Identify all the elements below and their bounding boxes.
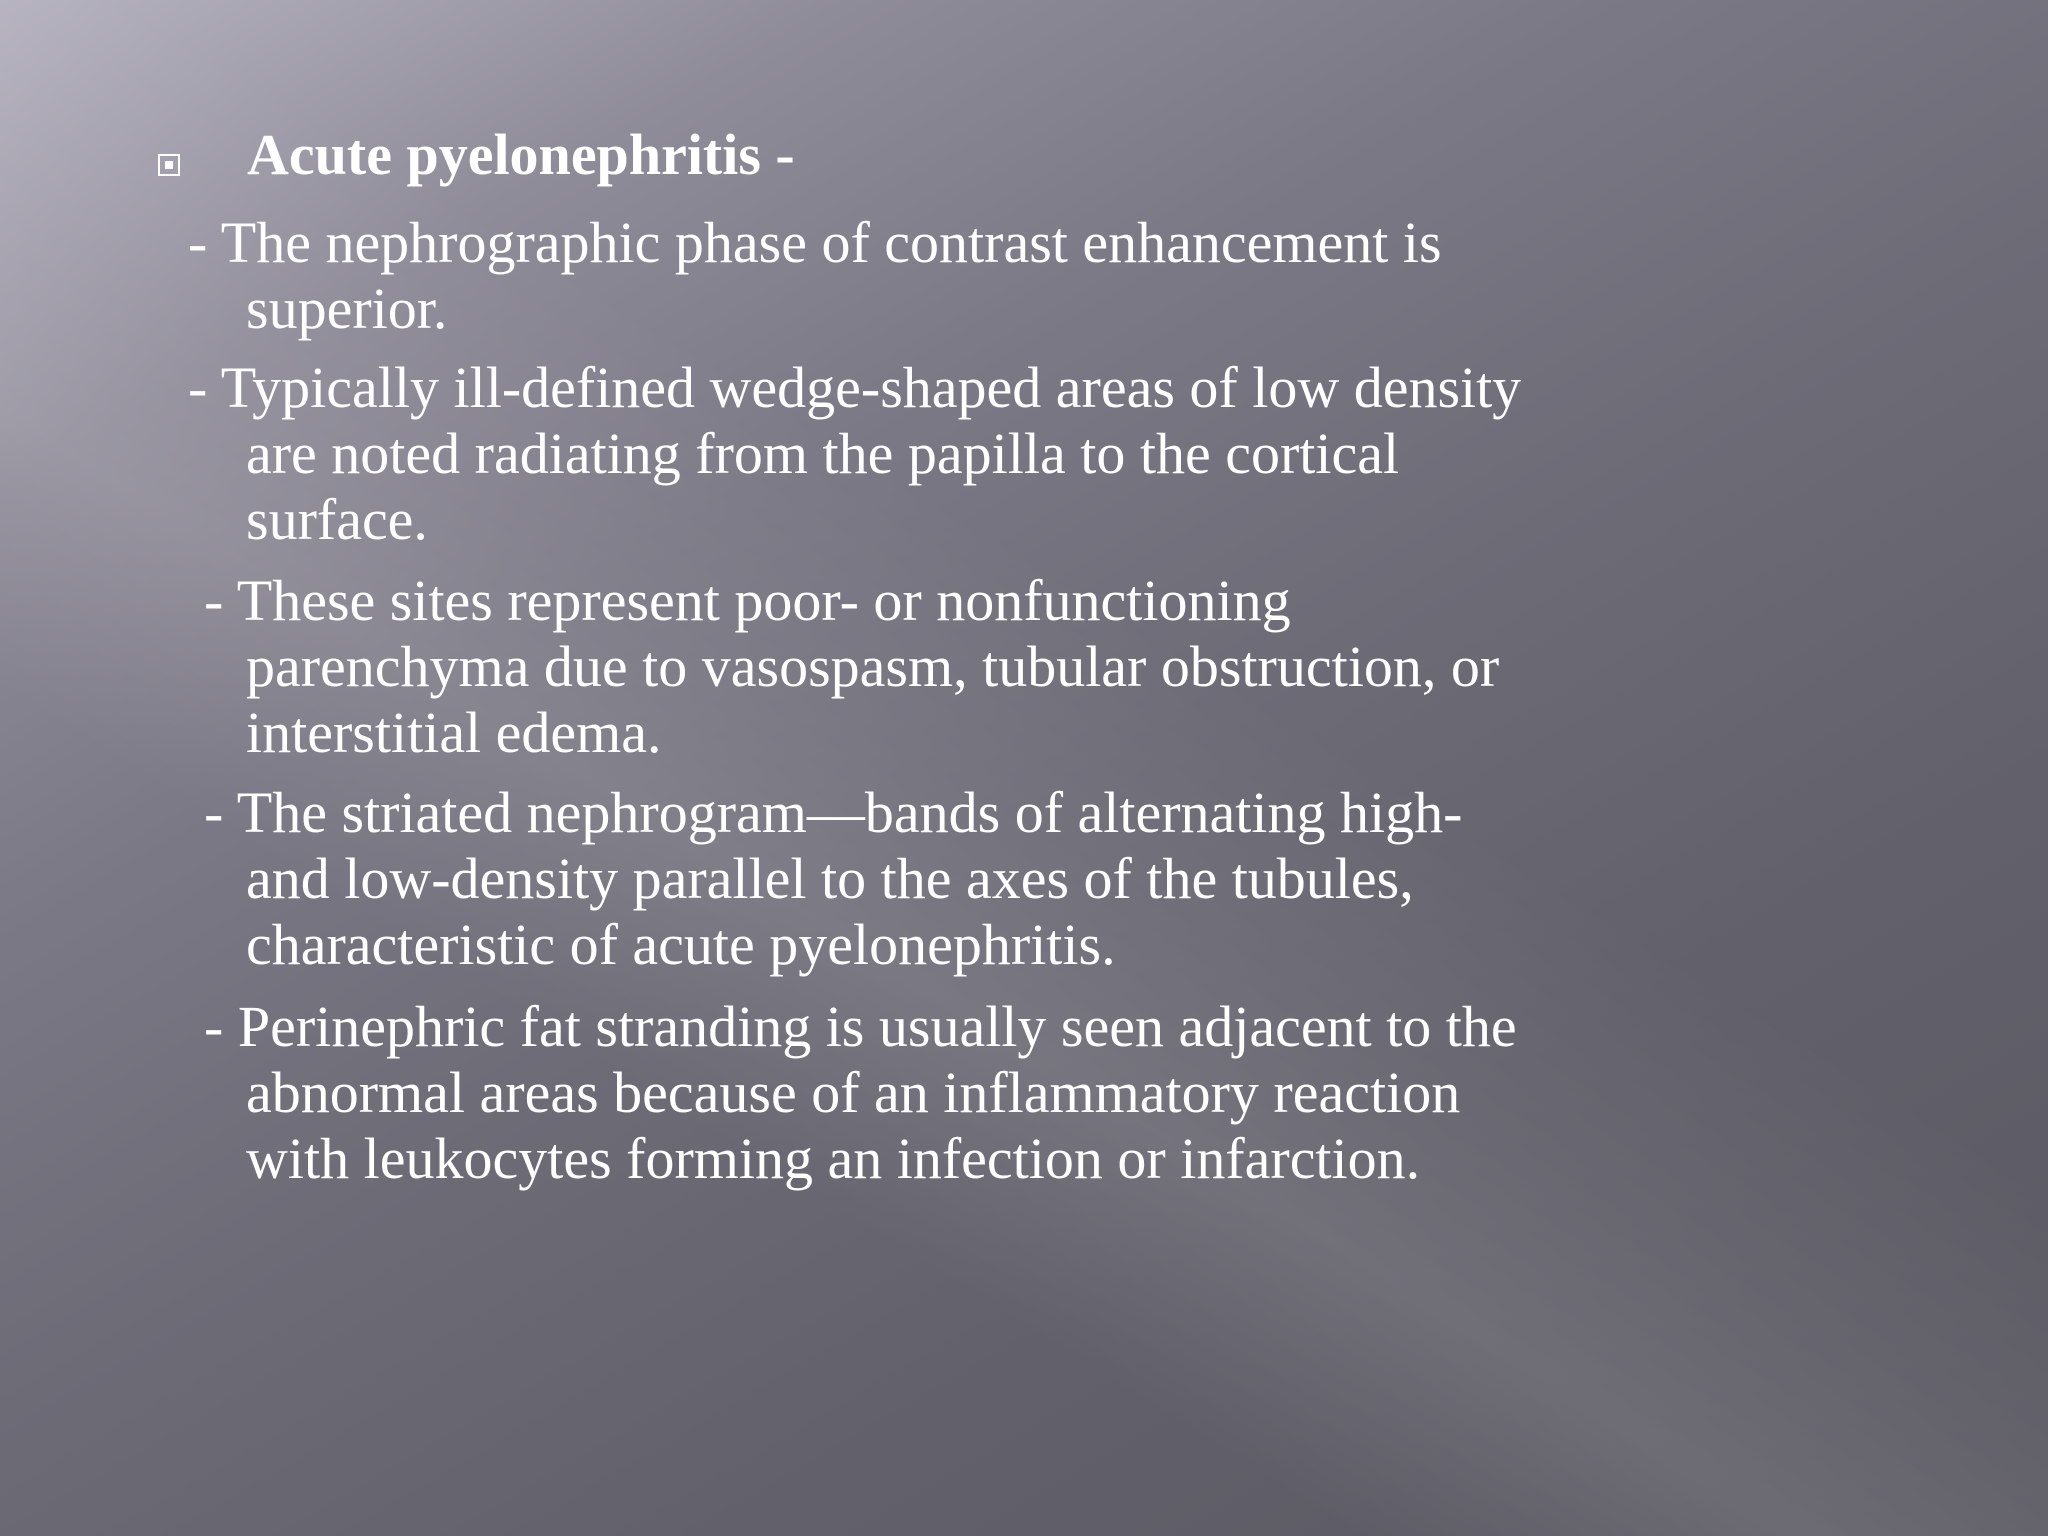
- item-line: characteristic of acute pyelonephritis.: [246, 912, 1116, 977]
- item-line: with leukocytes forming an infection or infarction.: [246, 1126, 1421, 1191]
- item-line: abnormal areas because of an inflammatory reaction: [246, 1060, 1461, 1125]
- bullet-item: [204, 780, 2004, 978]
- item-line: - The nephrographic phase of contrast enhancement is: [188, 210, 1442, 275]
- item-line: - These sites represent poor- or nonfunctioning: [204, 568, 1291, 633]
- bullet-item: [204, 568, 2004, 766]
- square-bullet-icon: [158, 154, 180, 176]
- item-line: - The striated nephrogram—bands of alternating high-: [204, 780, 1463, 845]
- item-line: interstitial edema.: [246, 700, 662, 765]
- bullet-item: [188, 355, 1988, 553]
- item-line: are noted radiating from the papilla to the cortical: [246, 421, 1400, 486]
- item-line: parenchyma due to vasospasm, tubular obstruction, or: [246, 634, 1500, 699]
- item-line: superior.: [246, 276, 448, 341]
- item-line: - Perinephric fat stranding is usually seen adjacent to the: [204, 994, 1517, 1059]
- item-line: and low-density parallel to the axes of the tubules,: [246, 846, 1414, 911]
- item-line: surface.: [246, 487, 428, 552]
- item-line: - Typically ill-defined wedge-shaped areas of low density: [188, 355, 1522, 420]
- slide-heading: Acute pyelonephritis -: [247, 122, 795, 187]
- bullet-item: [188, 210, 1988, 342]
- bullet-item: [204, 994, 2004, 1192]
